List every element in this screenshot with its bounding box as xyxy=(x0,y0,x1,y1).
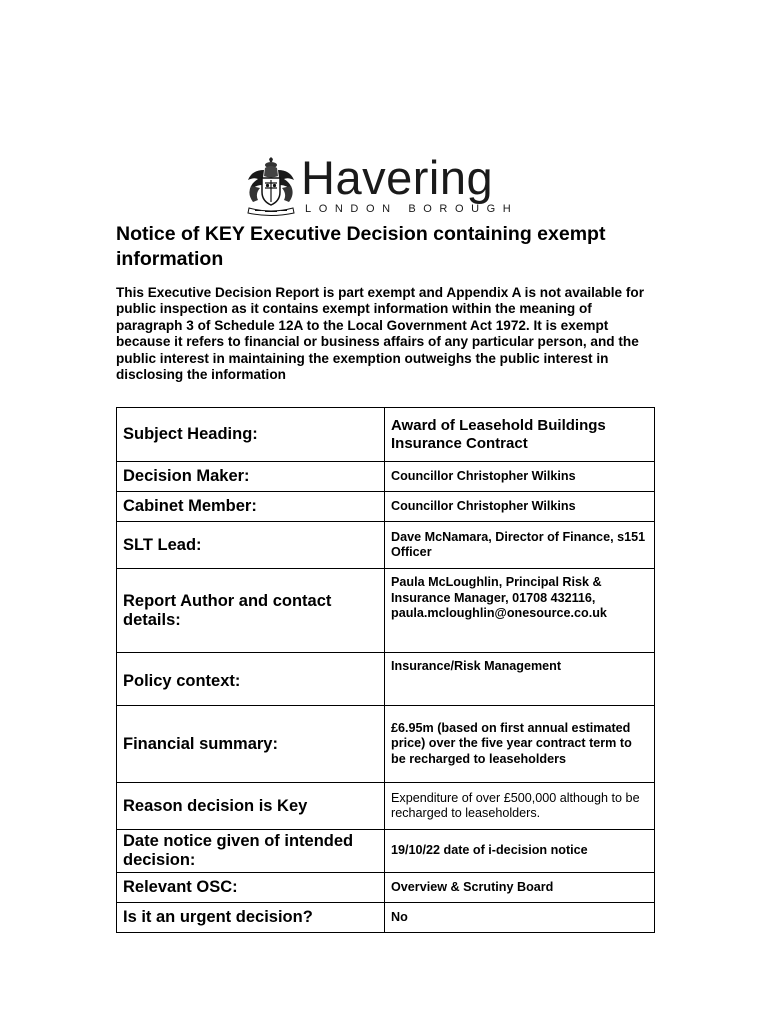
row-value: Councillor Christopher Wilkins xyxy=(385,462,655,492)
row-label: Cabinet Member: xyxy=(117,492,385,522)
row-label: Subject Heading: xyxy=(117,408,385,462)
table-row xyxy=(117,873,655,903)
row-label: SLT Lead: xyxy=(117,522,385,569)
table-row xyxy=(117,492,655,522)
table-row xyxy=(117,462,655,492)
row-label: Relevant OSC: xyxy=(117,873,385,903)
row-label: Is it an urgent decision? xyxy=(117,903,385,933)
table-row xyxy=(117,653,655,706)
exempt-notice-text: This Executive Decision Report is part exempt and Appendix A is not available for public inspection as it contains exempt information within the meaning of paragraph 3 of Schedule 12A to the Local Government Act 1972. It is exempt because it refers to financial or business affairs of any particular person, and the public interest in maintaining the exemption outweighs the public interest in disclosing the information xyxy=(116,285,645,383)
row-label: Report Author and contact details: xyxy=(117,569,385,653)
table-row xyxy=(117,569,655,653)
row-label: Reason decision is Key xyxy=(117,783,385,830)
row-value: No xyxy=(385,903,655,933)
decision-details-table xyxy=(116,407,655,933)
coat-of-arms-icon xyxy=(243,156,299,218)
row-value: Paula McLoughlin, Principal Risk & Insurance Manager, 01708 432116, paula.mcloughlin@onesource.co.uk xyxy=(385,569,655,653)
table-row xyxy=(117,783,655,830)
row-value: Insurance/Risk Management xyxy=(385,653,655,706)
row-value: Dave McNamara, Director of Finance, s151 Officer xyxy=(385,522,655,569)
table-row xyxy=(117,706,655,783)
row-value: Award of Leasehold Buildings Insurance Contract xyxy=(385,408,655,462)
row-label: Date notice given of intended decision: xyxy=(117,830,385,873)
row-value: 19/10/22 date of i-decision notice xyxy=(385,830,655,873)
table-row xyxy=(117,408,655,462)
row-label: Policy context: xyxy=(117,653,385,706)
row-value: Overview & Scrutiny Board xyxy=(385,873,655,903)
row-value: Councillor Christopher Wilkins xyxy=(385,492,655,522)
row-value: Expenditure of over £500,000 although to be recharged to leaseholders. xyxy=(385,783,655,830)
row-value: £6.95m (based on first annual estimated price) over the five year contract term to be recharged to leaseholders xyxy=(385,706,655,783)
havering-logo xyxy=(243,151,523,218)
logo-subtitle: LONDON BOROUGH xyxy=(305,203,519,215)
row-label: Decision Maker: xyxy=(117,462,385,492)
table-row xyxy=(117,903,655,933)
row-label: Financial summary: xyxy=(117,706,385,783)
table-row xyxy=(117,522,655,569)
page-title: Notice of KEY Executive Decision containing exempt information xyxy=(116,223,606,270)
table-row xyxy=(117,830,655,873)
logo-wordmark: Havering xyxy=(301,151,494,204)
